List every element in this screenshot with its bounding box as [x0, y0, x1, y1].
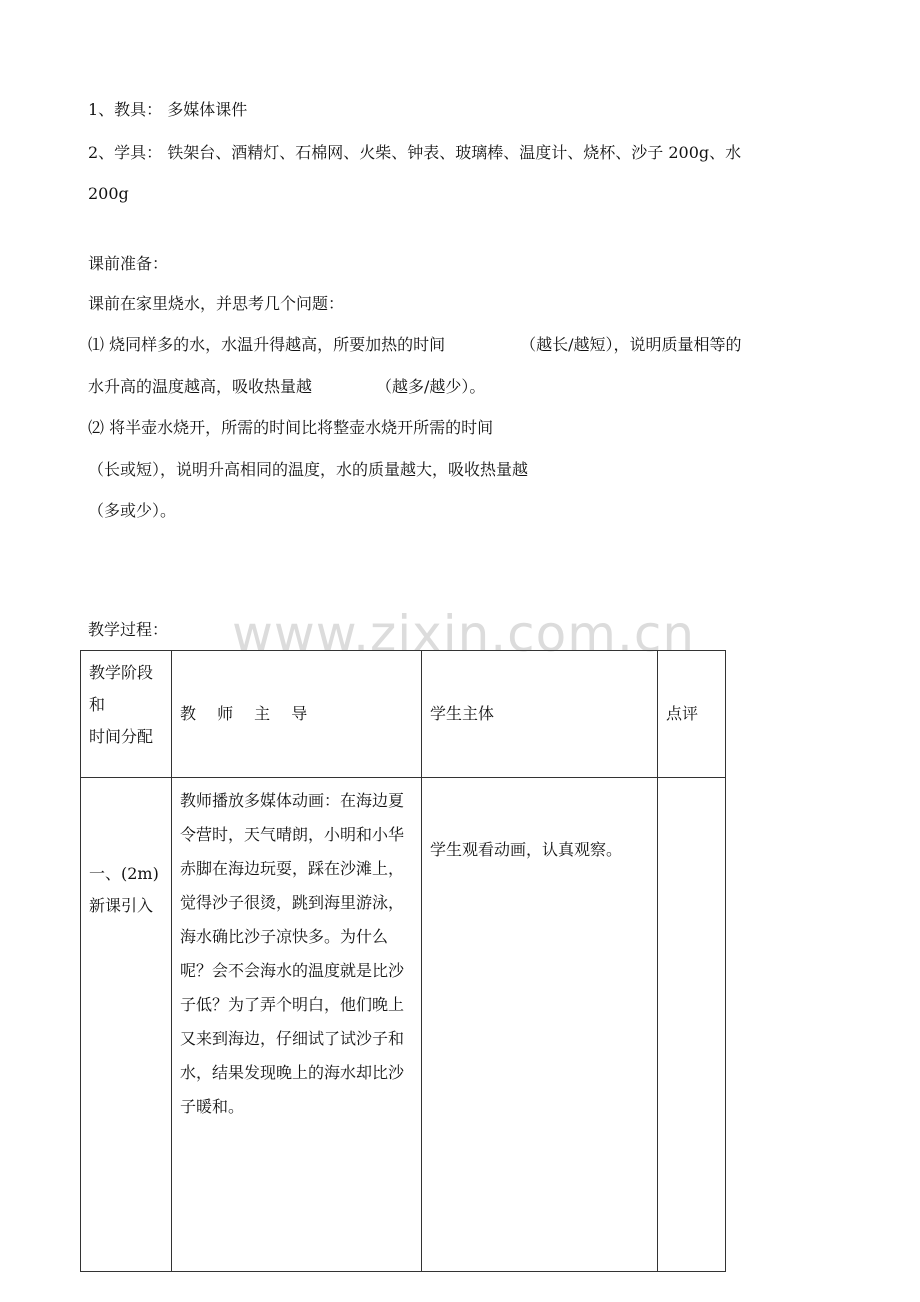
preparation-instruction: 课前在家里烧水，并思考几个问题：	[88, 294, 345, 313]
question-2: ⑵ 将半壶水烧开，所需的时间比将整壶水烧开所需的时间	[88, 418, 494, 437]
row-student: 学生观看动画，认真观察。	[422, 778, 658, 1272]
row-stage-line: 一、(2m)	[89, 864, 159, 883]
header-teacher: 教 师 主 导	[172, 651, 422, 778]
header-stage-line: 时间分配	[89, 727, 154, 746]
teaching-aids-line: 1、教具： 多媒体课件	[88, 100, 248, 119]
question-2-options: （多或少）。	[88, 501, 177, 520]
question-1-text: ⑴ 烧同样多的水，水温升得越高，所要加热的时间	[88, 335, 446, 354]
row-stage	[81, 778, 172, 1272]
learning-aids-line-continued: 200g	[88, 184, 129, 203]
table-row	[81, 778, 726, 1272]
preparation-heading: 课前准备：	[88, 254, 169, 273]
header-stage-line: 和	[89, 695, 106, 714]
row-comment	[658, 778, 726, 1272]
header-comment: 点评	[658, 651, 726, 778]
process-heading: 教学过程：	[88, 620, 169, 639]
watermark: www.zixin.com.cn	[232, 605, 696, 663]
question-1-continued	[88, 377, 485, 397]
table-header-row	[81, 651, 726, 778]
row-teacher: 教师播放多媒体动画：在海边夏令营时，天气晴朗，小明和小华赤脚在海边玩耍，踩在沙滩上，觉得沙子很烫，跳到海里游泳，海水确比沙子凉快多。为什么呢？会不会海水的温度就是比沙子低？为了弄个明白，他们晚上又来到海边，仔细试了试沙子和水，结果发现晚上的海水却比沙子暖和。	[172, 778, 422, 1272]
teaching-process-table	[80, 650, 726, 1272]
question-2-continued: （长或短），说明升高相同的温度，水的质量越大，吸收热量越	[88, 460, 529, 479]
question-1	[88, 335, 742, 355]
row-stage-line: 新课引入	[89, 896, 154, 915]
header-student: 学生主体	[422, 651, 658, 778]
header-stage-line: 教学阶段	[89, 663, 154, 682]
question-1-text-continued: 水升高的温度越高，吸收热量越	[88, 377, 313, 396]
learning-aids-line: 2、学具： 铁架台、酒精灯、石棉网、火柴、钟表、玻璃棒、温度计、烧杯、沙子 200g、水	[88, 143, 742, 162]
question-1-options: （越长/越短），说明质量相等的	[520, 335, 742, 354]
question-1-options-2: （越多/越少）。	[376, 377, 486, 396]
header-stage	[81, 651, 172, 778]
